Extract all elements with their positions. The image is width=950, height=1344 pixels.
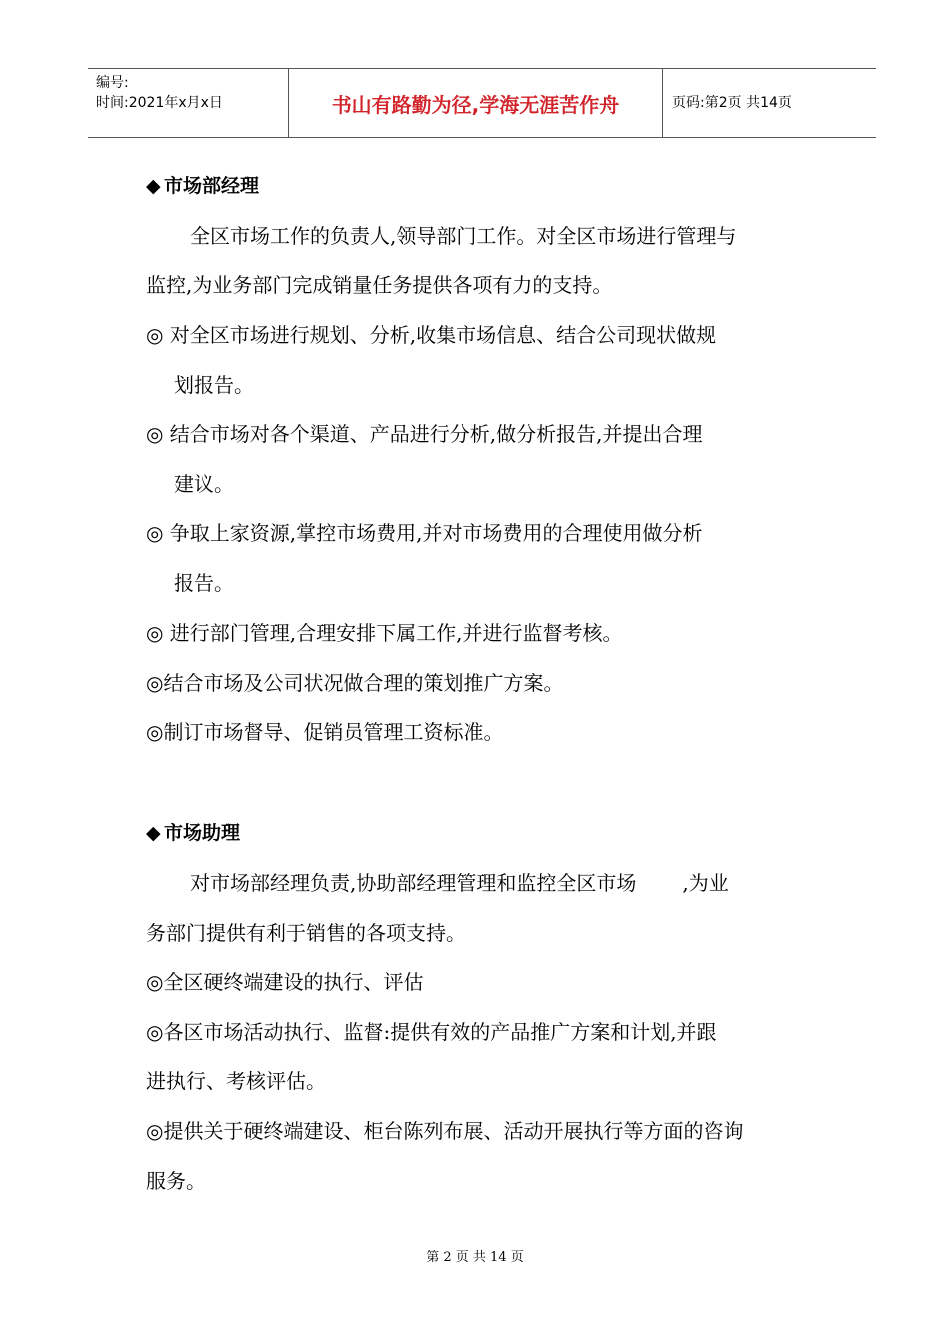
- page-label: 页码:第2页 共14页: [672, 95, 792, 111]
- section1-item1-line2: 划报告。: [174, 373, 254, 397]
- section2-item3-line2: 服务。: [146, 1169, 206, 1193]
- diamond-bullet-icon: ◆: [146, 822, 161, 844]
- section1-item2-line1: ◎ 结合市场对各个渠道、产品进行分析,做分析报告,并提出合理: [146, 422, 703, 446]
- section2-item3-line1: ◎提供关于硬终端建设、柜台陈列布展、活动开展执行等方面的咨询: [146, 1119, 744, 1143]
- section2-intro-line1: [190, 870, 729, 896]
- section1-intro-line1: 全区市场工作的负责人,领导部门工作。对全区市场进行管理与: [190, 224, 737, 248]
- section1-item5: ◎结合市场及公司状况做合理的策划推广方案。: [146, 671, 564, 695]
- time-label: 时间:2021年x月x日: [96, 95, 223, 111]
- section1-item2-line2: 建议。: [174, 472, 234, 496]
- section1-intro-line2: 监控,为业务部门完成销量任务提供各项有力的支持。: [146, 273, 613, 297]
- section1-item3-line2: 报告。: [174, 571, 234, 595]
- page-footer: 第 2 页 共 14 页: [426, 1250, 524, 1265]
- section2-intro-part-a: 对市场部经理负责,协助: [190, 871, 397, 895]
- header-info-cell: [88, 69, 288, 137]
- motto: 书山有路勤为径,学海无涯苦作舟: [331, 92, 620, 117]
- section2-item2-line1: ◎各区市场活动执行、监督:提供有效的产品推广方案和计划,并跟: [146, 1020, 717, 1044]
- section1-item6: ◎制订市场督导、促销员管理工资标准。: [146, 720, 504, 744]
- section1-item1-line1: ◎ 对全区市场进行规划、分析,收集市场信息、结合公司现状做规: [146, 323, 717, 347]
- section1-item3-line1: ◎ 争取上家资源,掌控市场费用,并对市场费用的合理使用做分析: [146, 521, 703, 545]
- section2-item1: ◎全区硬终端建设的执行、评估: [146, 970, 424, 994]
- section2-item2-line2: 进执行、考核评估。: [146, 1069, 326, 1093]
- section1-heading: [146, 173, 259, 199]
- header-page-cell: [662, 69, 876, 137]
- diamond-bullet-icon: ◆: [146, 175, 161, 197]
- header-table: [88, 68, 876, 138]
- section2-intro-line2: 务部门提供有利于销售的各项支持。: [146, 921, 466, 945]
- section1-item4: ◎ 进行部门管理,合理安排下属工作,并进行监督考核。: [146, 621, 623, 645]
- section2-heading: [146, 820, 240, 846]
- section2-intro-part-c: ,为业: [682, 871, 729, 895]
- section1-title: 市场部经理: [164, 175, 260, 197]
- section2-title: 市场助理: [164, 822, 241, 844]
- header-motto-cell: [288, 69, 663, 137]
- section2-intro-part-b: 部经理管理和监控全区市场: [396, 871, 637, 895]
- number-label: 编号:: [96, 75, 129, 91]
